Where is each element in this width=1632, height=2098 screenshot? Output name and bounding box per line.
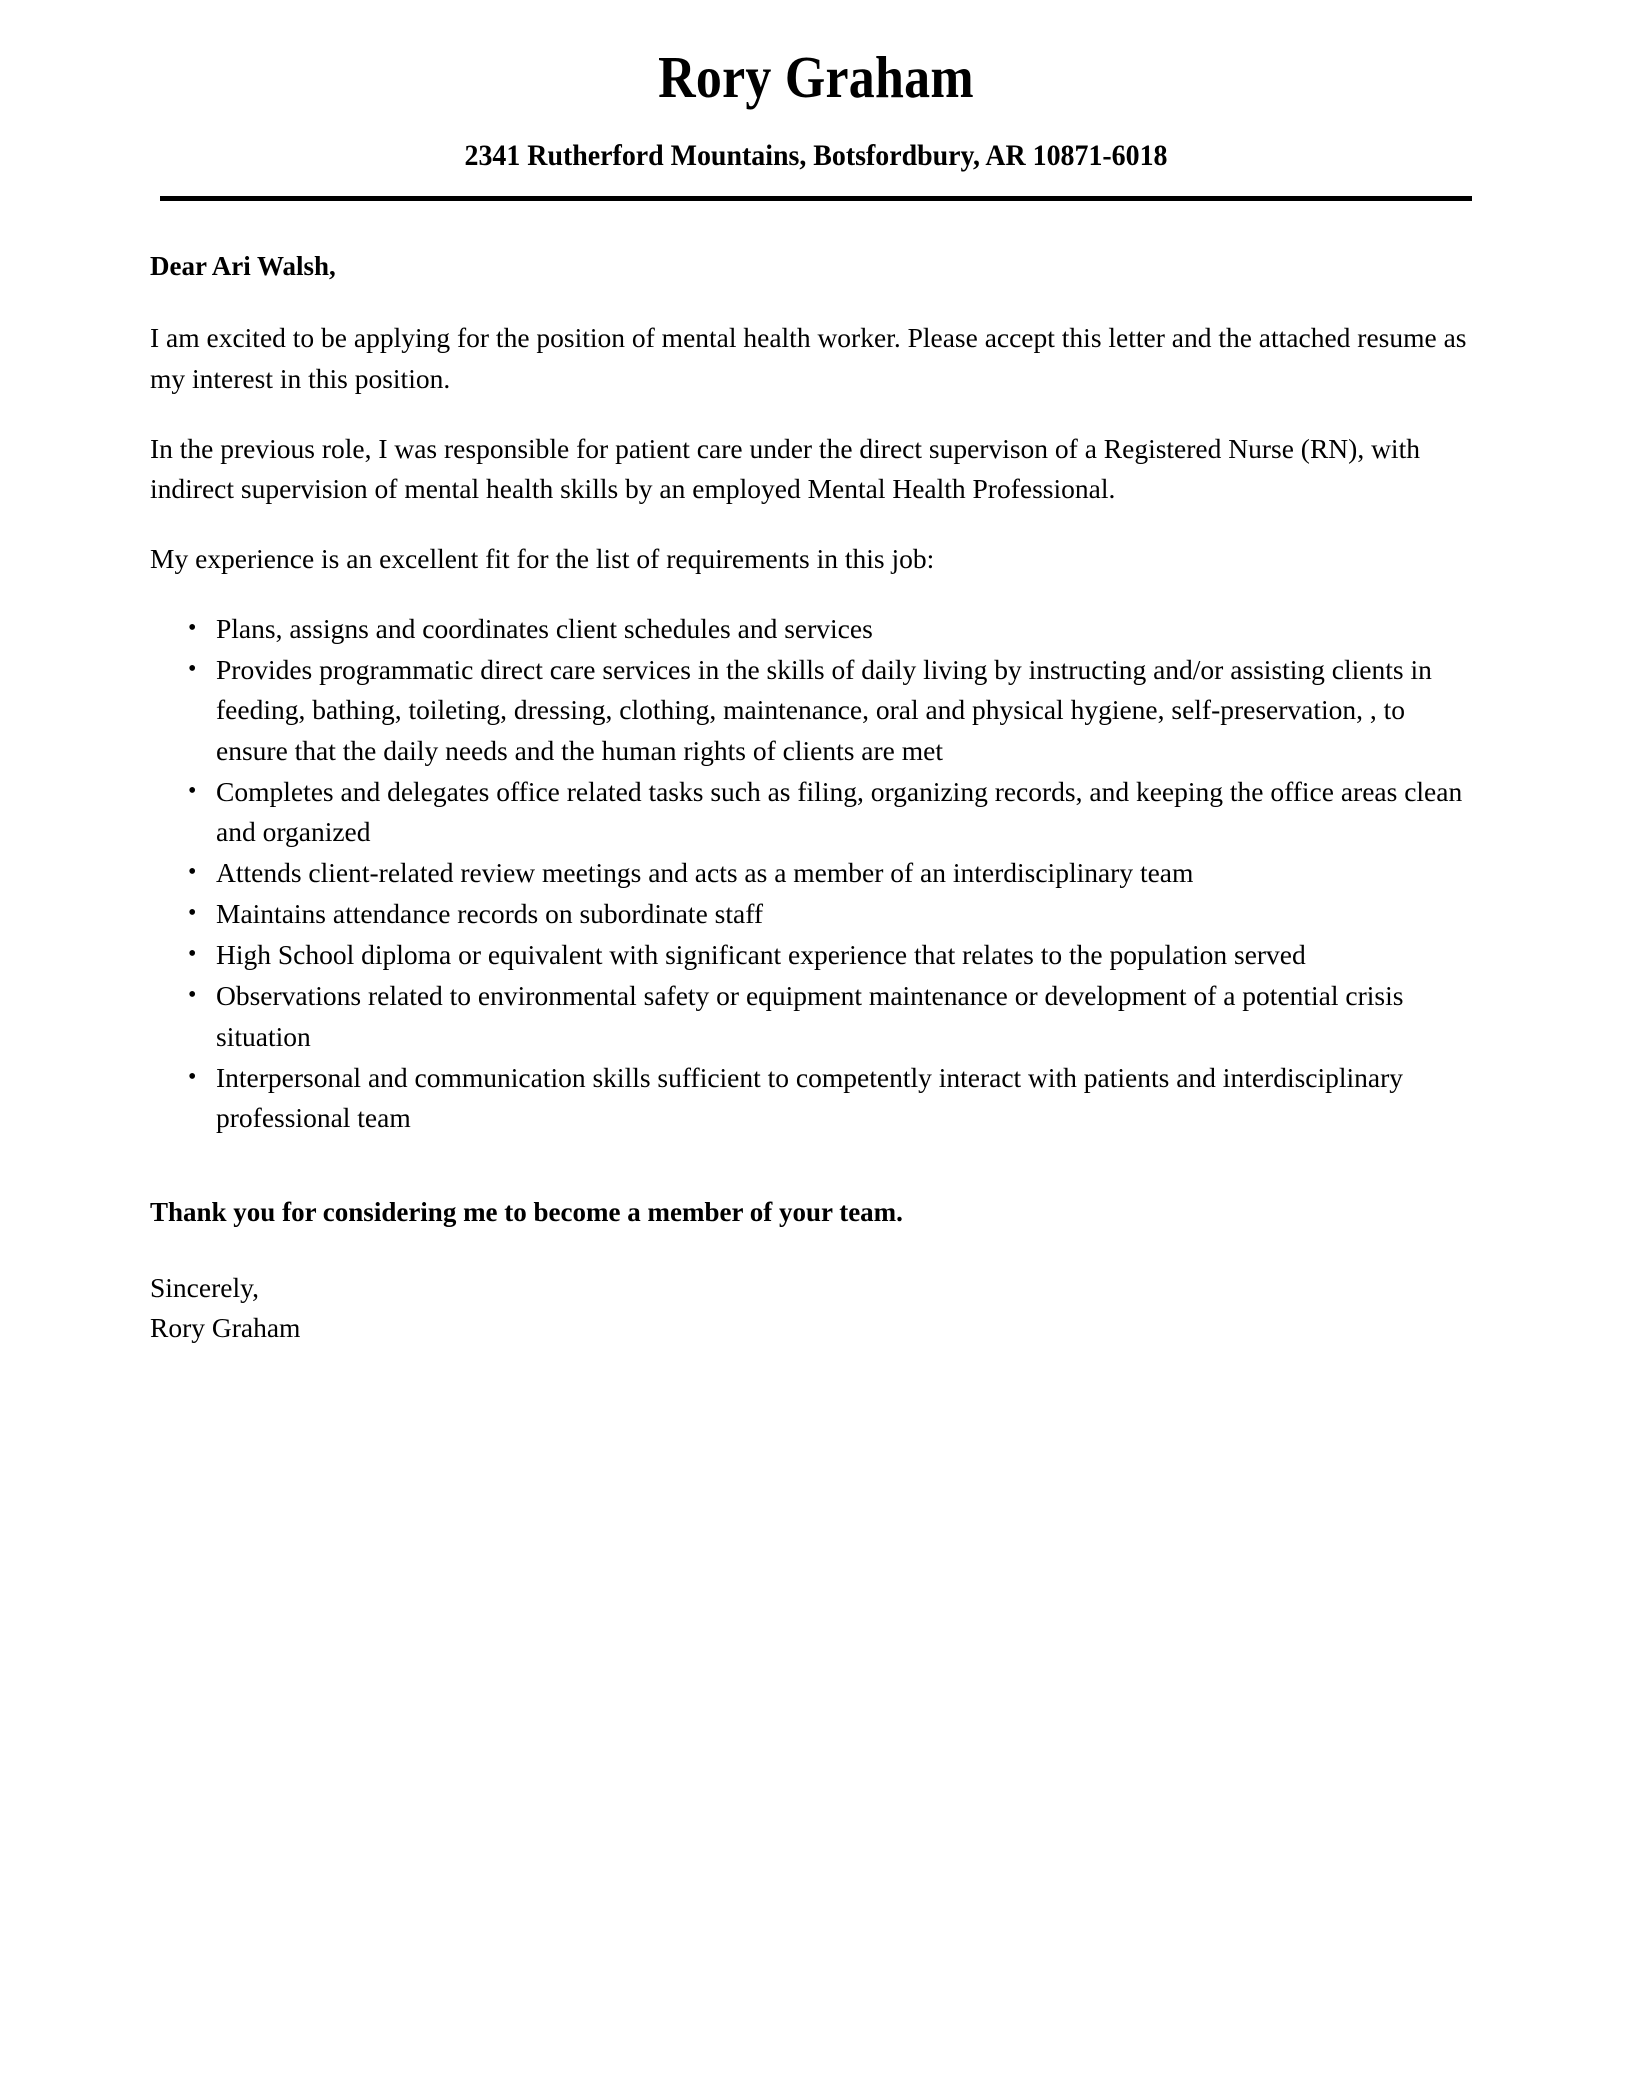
list-item: • Provides programmatic direct care services in the skills of daily living by instructing and/or assisting clients in feeding, bathing, toileting, dressing, clothing, maintenance, oral and physical hygiene, self-preservation, , to ensure that the daily needs and the human rights of clients are met [216, 650, 1482, 770]
requirements-lead-in: My experience is an excellent fit for the list of requirements in this job: [150, 543, 935, 575]
list-item: • High School diploma or equivalent with significant experience that relates to the population served [216, 935, 1482, 975]
list-item: • Attends client-related review meetings and acts as a member of an interdisciplinary team [216, 853, 1482, 893]
list-item: • Maintains attendance records on subordinate staff [216, 894, 1482, 934]
list-item: • Completes and delegates office related tasks such as filing, organizing records, and keeping the office areas clean and organized [216, 772, 1482, 852]
page-title: Rory Graham [658, 44, 974, 110]
salutation: Dear Ari Walsh, [150, 251, 336, 282]
experience-paragraph: In the previous role, I was responsible for patient care under the direct supervison of a Registered Nurse (RN), with indirect supervision of mental health skills by an employed Mental Health Professional. [150, 432, 1420, 504]
letter-body [150, 201, 1482, 1348]
signoff-phrase: Sincerely, [150, 1272, 259, 1304]
cover-letter [150, 0, 1482, 1348]
letterhead [150, 0, 1482, 201]
requirements-list [150, 609, 1482, 1138]
signature-name: Rory Graham [150, 1312, 301, 1344]
sender-address: 2341 Rutherford Mountains, Botsfordbury, AR 10871-6018 [464, 139, 1168, 173]
list-item: • Interpersonal and communication skills sufficient to competently interact with patients and interdisciplinary professional team [216, 1058, 1482, 1138]
closing-statement: Thank you for considering me to become a member of your team. [150, 1197, 903, 1228]
intro-paragraph: I am excited to be applying for the position of mental health worker. Please accept this letter and the attached resume as my interest in this position. [150, 322, 1467, 394]
list-item: • Plans, assigns and coordinates client schedules and services [216, 609, 1482, 649]
list-item: • Observations related to environmental safety or equipment maintenance or development of a potential crisis situation [216, 976, 1482, 1056]
signature-block [150, 1268, 1482, 1348]
